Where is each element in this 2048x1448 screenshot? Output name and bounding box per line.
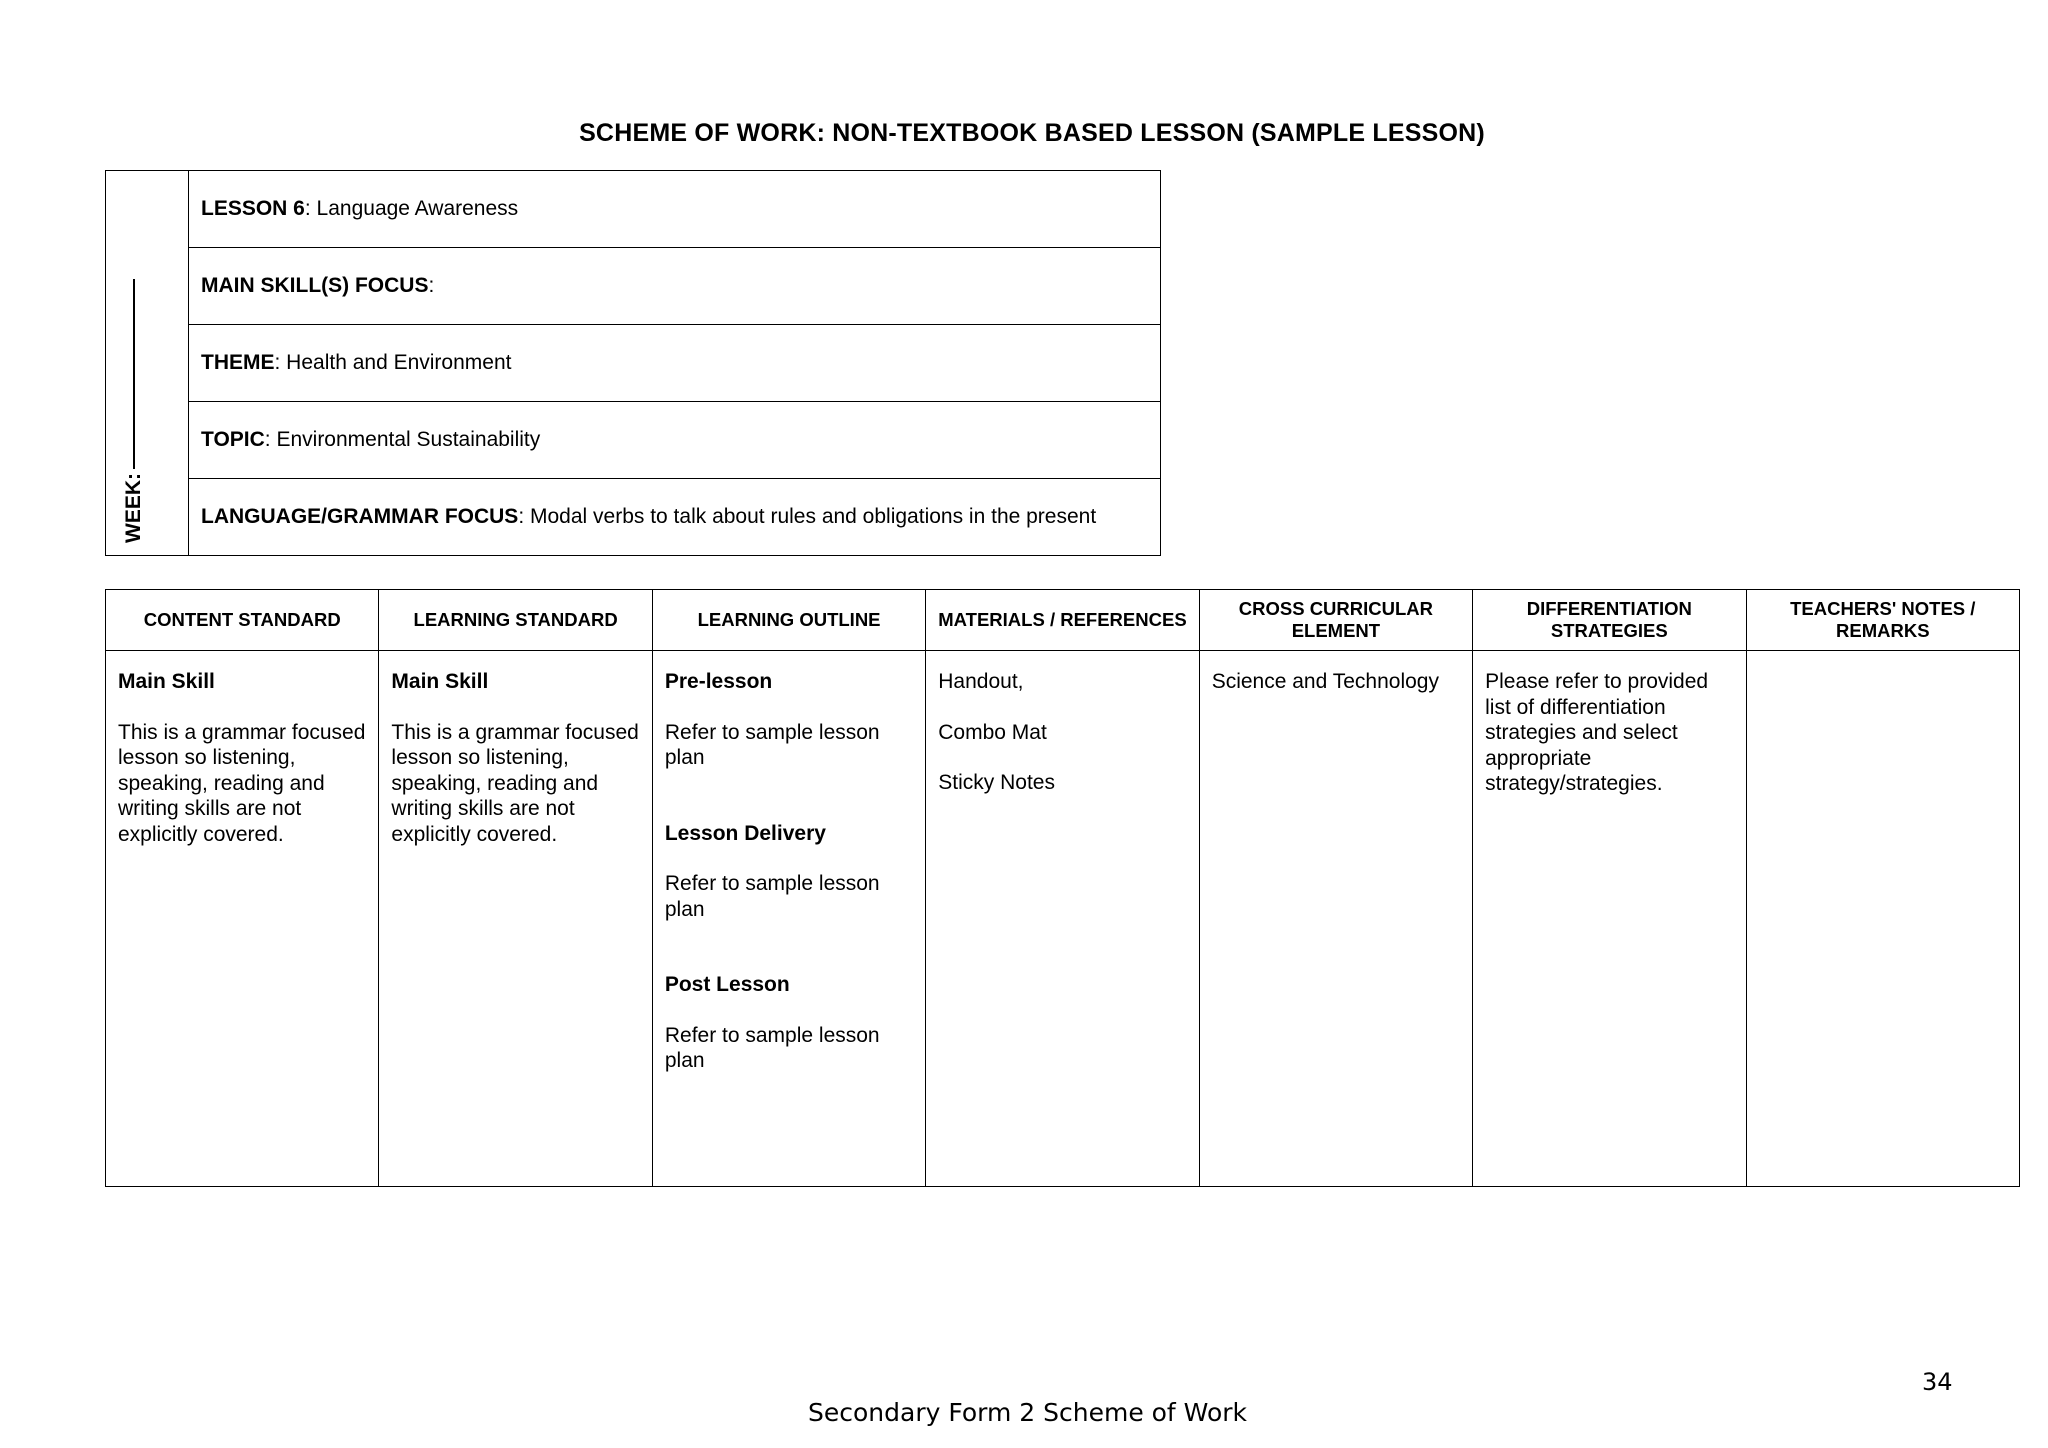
grammar-focus-value: : Modal verbs to talk about rules and obligations in the present bbox=[518, 505, 1097, 528]
content-standard-cell bbox=[106, 651, 379, 1187]
cross-curricular-text: Science and Technology bbox=[1211, 670, 1439, 693]
week-label-text: WEEK: bbox=[122, 473, 145, 543]
learning-standard-head: Main Skill bbox=[391, 670, 489, 693]
content-row bbox=[106, 651, 2020, 1187]
teachers-notes-cell bbox=[1746, 651, 2019, 1187]
main-skill-value: : bbox=[428, 274, 435, 297]
header-differentiation: DIFFERENTIATION STRATEGIES bbox=[1473, 590, 1746, 651]
lesson-value: : Language Awareness bbox=[304, 197, 519, 220]
week-label bbox=[122, 279, 146, 543]
lesson-info-table bbox=[105, 170, 1161, 556]
page-number: 34 bbox=[1922, 1368, 1953, 1396]
lesson-delivery-head: Lesson Delivery bbox=[664, 821, 826, 845]
header-learning-standard: LEARNING STANDARD bbox=[379, 590, 652, 651]
grammar-focus-row bbox=[189, 479, 1160, 555]
header-content-standard: CONTENT STANDARD bbox=[106, 590, 379, 651]
grammar-focus-label: LANGUAGE/GRAMMAR FOCUS bbox=[201, 505, 519, 528]
document-title: SCHEME OF WORK: NON-TEXTBOOK BASED LESSON (SAMPLE LESSON) bbox=[579, 119, 1485, 147]
material-item: Handout, bbox=[938, 670, 1024, 693]
scheme-table bbox=[105, 589, 2020, 1187]
lesson-delivery-body: Refer to sample lesson plan bbox=[664, 872, 880, 921]
main-skill-label: MAIN SKILL(S) FOCUS bbox=[201, 274, 429, 297]
topic-value: : Environmental Sustainability bbox=[264, 428, 541, 451]
header-learning-outline: LEARNING OUTLINE bbox=[652, 590, 925, 651]
lesson-label: LESSON 6 bbox=[201, 197, 305, 220]
week-column bbox=[106, 171, 189, 555]
header-row bbox=[106, 590, 2020, 651]
theme-row bbox=[189, 325, 1160, 402]
header-cross-curricular: CROSS CURRICULAR ELEMENT bbox=[1199, 590, 1472, 651]
post-lesson-head: Post Lesson bbox=[664, 973, 790, 996]
theme-label: THEME bbox=[201, 351, 275, 374]
post-lesson-body: Refer to sample lesson plan bbox=[664, 1023, 880, 1072]
content-standard-body: This is a grammar focused lesson so listening, speaking, reading and writing skills are not explicitly covered. bbox=[118, 720, 366, 846]
differentiation-cell bbox=[1473, 651, 1746, 1187]
learning-standard-body: This is a grammar focused lesson so listening, speaking, reading and writing skills are not explicitly covered. bbox=[391, 720, 639, 846]
learning-outline-cell bbox=[652, 651, 925, 1187]
pre-lesson-head: Pre-lesson bbox=[664, 670, 773, 693]
header-teachers-notes: TEACHERS' NOTES / REMARKS bbox=[1746, 590, 2019, 651]
pre-lesson-body: Refer to sample lesson plan bbox=[664, 720, 880, 769]
content-standard-head: Main Skill bbox=[118, 670, 215, 693]
materials-cell bbox=[926, 651, 1199, 1187]
learning-standard-cell bbox=[379, 651, 652, 1187]
theme-value: : Health and Environment bbox=[274, 351, 512, 374]
cross-curricular-cell bbox=[1199, 651, 1472, 1187]
info-rows bbox=[189, 171, 1160, 555]
header-materials: MATERIALS / REFERENCES bbox=[926, 590, 1199, 651]
material-item: Sticky Notes bbox=[938, 771, 1055, 794]
material-item: Combo Mat bbox=[938, 720, 1047, 744]
topic-label: TOPIC bbox=[201, 428, 265, 451]
main-skill-row bbox=[189, 248, 1160, 325]
differentiation-text: Please refer to provided list of differentiation strategies and select appropriate strategy/strategies. bbox=[1485, 670, 1709, 795]
week-blank-line bbox=[133, 279, 135, 469]
topic-row bbox=[189, 402, 1160, 479]
lesson-row bbox=[189, 171, 1160, 248]
page-footer: Secondary Form 2 Scheme of Work bbox=[808, 1398, 1247, 1427]
